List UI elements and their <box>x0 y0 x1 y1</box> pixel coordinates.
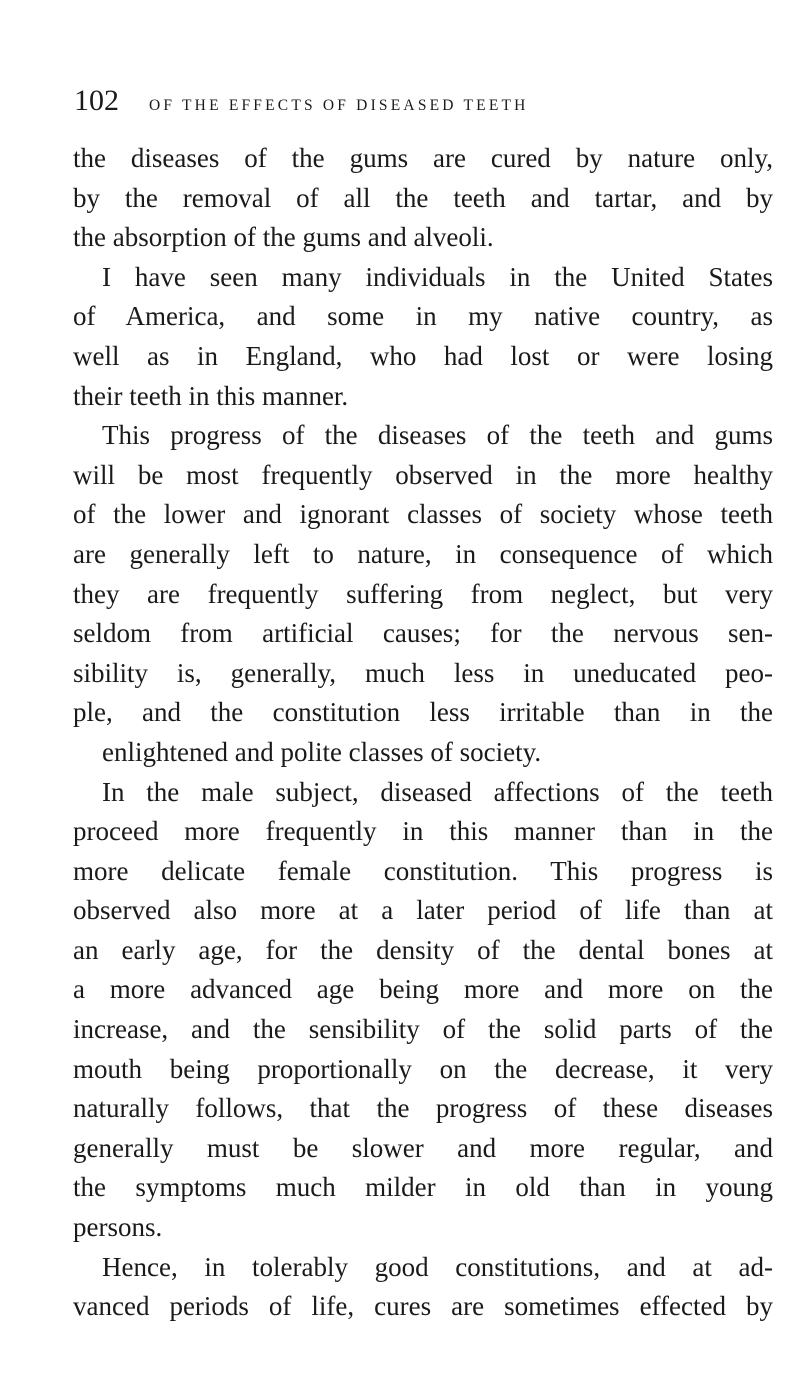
text-line: seldom from artificial causes; for the nervous sen- <box>73 618 773 649</box>
text-line: proceed more frequently in this manner than in the <box>73 816 773 847</box>
text-line: their teeth in this manner. <box>73 380 349 411</box>
text-line: a more advanced age being more and more on the <box>73 974 773 1005</box>
page-number: 102 <box>74 84 119 117</box>
text-line: mouth being proportionally on the decrease, it very <box>73 1053 773 1084</box>
text-line: Hence, in tolerably good constitutions, and at ad- <box>102 1251 773 1282</box>
text-line: of the lower and ignorant classes of society whose teeth <box>73 499 773 530</box>
text-line: enlightened and polite classes of society. <box>102 736 542 767</box>
text-line: generally must be slower and more regular, and <box>73 1132 773 1163</box>
text-line: more delicate female constitution. This progress is <box>73 855 773 886</box>
text-line: of America, and some in my native country, as <box>73 301 773 332</box>
text-line: increase, and the sensibility of the solid parts of the <box>73 1014 773 1045</box>
text-line: they are frequently suffering from neglect, but very <box>73 578 773 609</box>
text-line: persons. <box>73 1212 163 1243</box>
text-line: well as in England, who had lost or were losing <box>73 340 773 371</box>
text-line: by the removal of all the teeth and tartar, and by <box>73 182 773 213</box>
text-line: naturally follows, that the progress of these diseases <box>73 1093 773 1124</box>
text-line: the diseases of the gums are cured by nature only, <box>73 143 773 173</box>
text-line: vanced periods of life, cures are sometimes effected by <box>73 1291 773 1322</box>
text-line: I have seen many individuals in the United States <box>102 261 773 292</box>
text-line: observed also more at a later period of life than at <box>73 895 773 926</box>
body-text <box>73 139 773 1327</box>
text-line: ple, and the constitution less irritable than in the <box>73 697 773 728</box>
text-line: will be most frequently observed in the more healthy <box>73 459 773 490</box>
text-line: This progress of the diseases of the teeth and gums <box>102 420 773 451</box>
text-line: the absorption of the gums and alveoli. <box>73 222 494 253</box>
text-line: the symptoms much milder in old than in young <box>73 1172 773 1203</box>
text-line: sibility is, generally, much less in uneducated peo- <box>73 657 773 688</box>
text-line: an early age, for the density of the dental bones at <box>73 934 773 965</box>
running-title: OF THE EFFECTS OF DISEASED TEETH <box>149 97 529 114</box>
text-line: In the male subject, diseased affections of the teeth <box>102 776 773 807</box>
running-head <box>74 84 764 124</box>
text-line: are generally left to nature, in consequence of which <box>73 538 773 569</box>
